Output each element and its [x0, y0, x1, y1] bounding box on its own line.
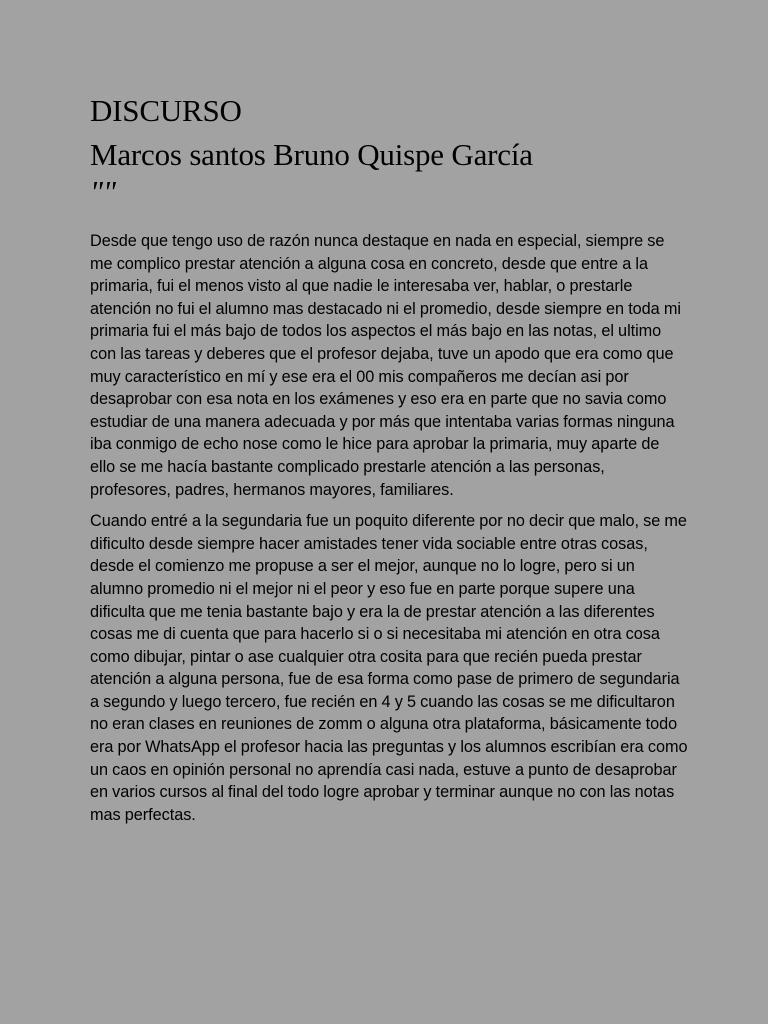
document-title: DISCURSO [90, 93, 242, 128]
paragraph-2: Cuando entré a la segundaria fue un poquito diferente por no decir que malo, se me dificulto desde siempre hacer amistades tener vida sociable entre otras cosas, desde el comienzo me propuse a ser el mejor, aunque no lo logre, pero si un alumno promedio ni el mejor ni el peor y eso fue en parte porque supere una dificulta que me tenia bastante bajo y era la de prestar atención a las diferentes cosas me di cuenta que para hacerlo si o si necesitaba mi atención en otra cosa como dibujar, pintar o ase cualquier otra cosita para que recién pueda prestar atención a alguna persona, fue de esa forma como pase de primero de segundaria a segundo y luego tercero, fue recién en 4 y 5 cuando las cosas se me dificultaron no eran clases en reuniones de zomm o alguna otra plataforma, básicamente todo era por WhatsApp el profesor hacia las preguntas y los alumnos escribían era como un caos en opinión personal no aprendía casi nada, estuve a punto de desaprobar en varios cursos al final del todo logre aprobar y terminar aunque no con las notas mas perfectas. [90, 512, 688, 824]
paragraph-1: Desde que tengo uso de razón nunca destaque en nada en especial, siempre se me complico prestar atención a alguna cosa en concreto, desde que entre a la primaria, fui el menos visto al que nadie le interesaba ver, hablar, o prestarle atención no fui el alumno mas destacado ni el promedio, desde siempre en toda mi primaria fui el más bajo de todos los aspectos el más bajo en las notas, el ultimo con las tareas y deberes que el profesor dejaba, tuve un apodo que era como que muy característico en mí y ese era el 00 mis compañeros me decían asi por desaprobar con esa nota en los exámenes y eso era en parte que no savia como estudiar de una manera adecuada y por más que intentaba varias formas ninguna iba conmigo de echo nose como le hice para aprobar la primaria, muy aparte de ello se me hacía bastante complicado prestarle atención a las personas, profesores, padres, hermanos mayores, familiares. [90, 232, 681, 499]
quote-marks: "" [90, 174, 117, 209]
document-body [90, 230, 688, 826]
document-page [90, 92, 688, 835]
document-author: Marcos santos Bruno Quispe García [90, 137, 533, 172]
